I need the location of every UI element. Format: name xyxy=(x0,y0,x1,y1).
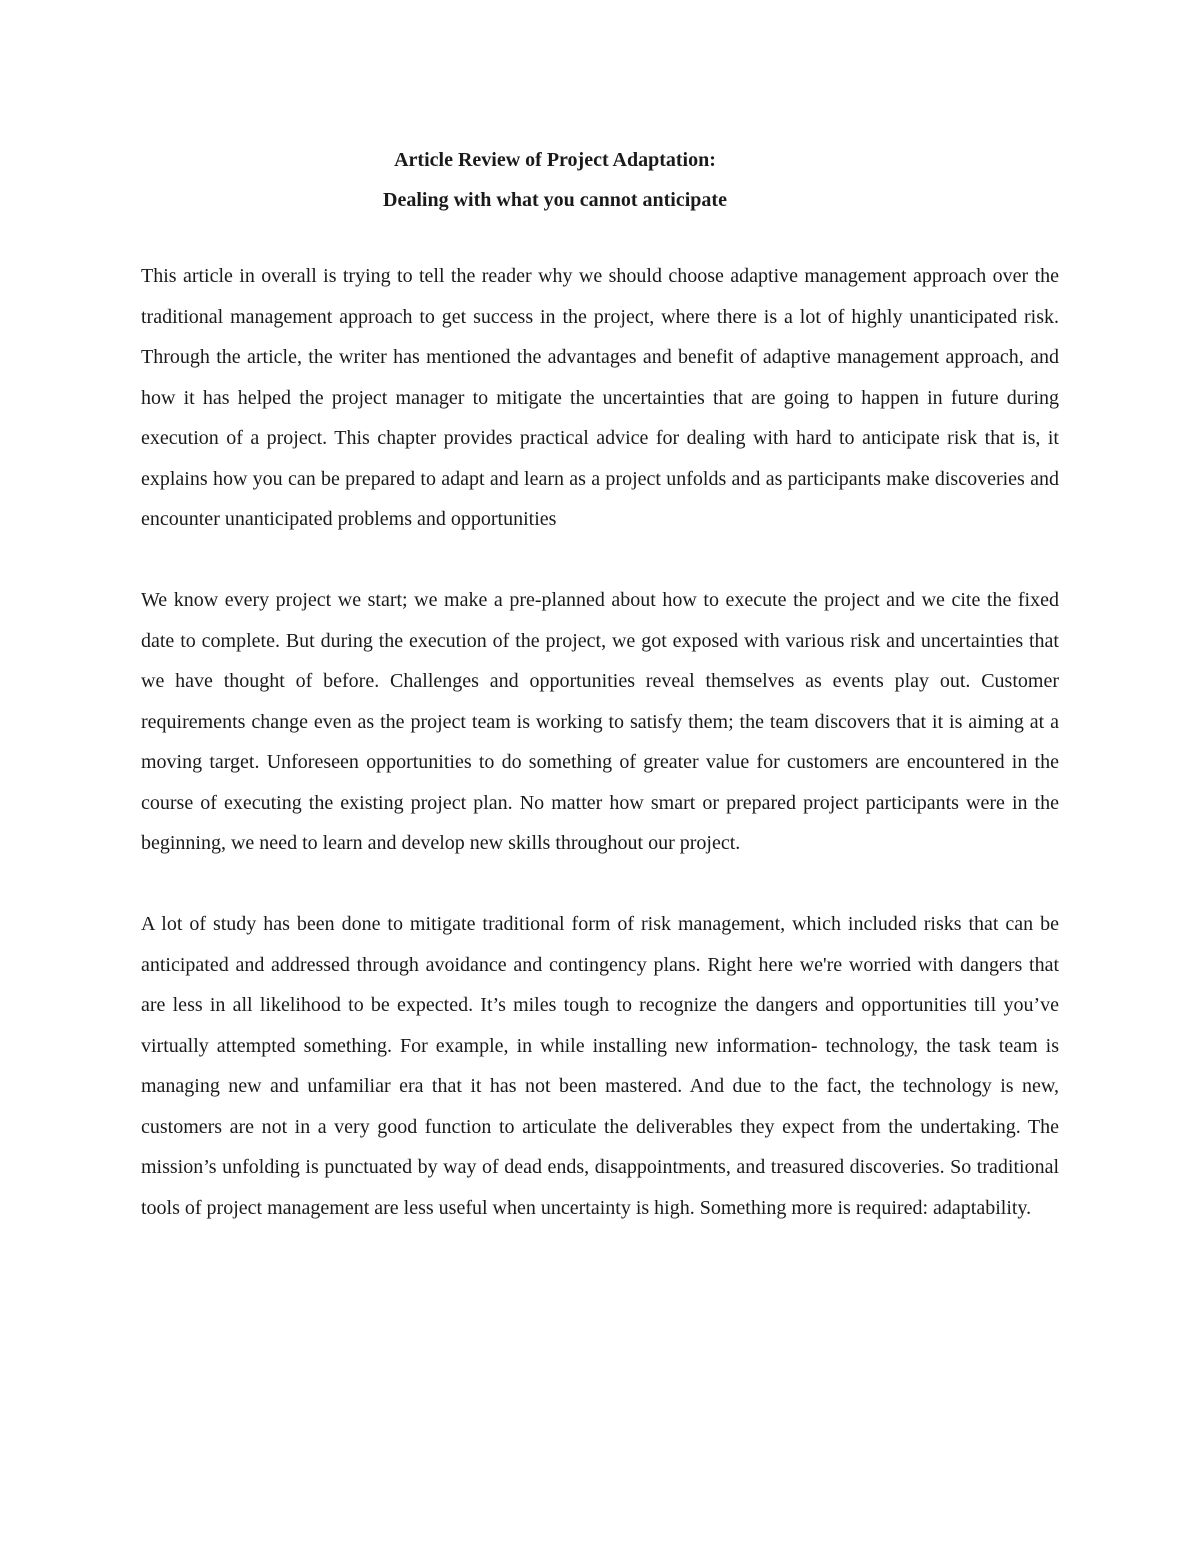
title-line-1: Article Review of Project Adaptation: xyxy=(394,149,716,171)
document-title xyxy=(0,140,1110,220)
paragraph-3: A lot of study has been done to mitigate traditional form of risk management, which included risks that can be anticipated and addressed through avoidance and contingency plans. Right here we're worried with dangers that are less in all likelihood to be expected. It’s miles tough to recognize the dangers and opportunities till you’ve virtually attempted something. For example, in while installing new information- technology, the task team is managing new and unfamiliar era that it has not been mastered. And due to the fact, the technology is new, customers are not in a very good function to articulate the deliverables they expect from the undertaking. The mission’s unfolding is punctuated by way of dead ends, disappointments, and treasured discoveries. So traditional tools of project management are less useful when uncertainty is high. Something more is required: adaptability. xyxy=(141,913,1059,1219)
title-line-2: Dealing with what you cannot anticipate xyxy=(383,189,727,211)
document-body xyxy=(141,256,1059,1269)
paragraph-2: We know every project we start; we make a pre-planned about how to execute the project and we cite the fixed date to complete. But during the execution of the project, we got exposed with various risk and uncertainties that we have thought of before. Challenges and opportunities reveal themselves as events play out. Customer requirements change even as the project team is working to satisfy them; the team discovers that it is aiming at a moving target. Unforeseen opportunities to do something of greater value for customers are encountered in the course of executing the existing project plan. No matter how smart or prepared project participants were in the beginning, we need to learn and develop new skills throughout our project. xyxy=(141,589,1059,854)
paragraph-1: This article in overall is trying to tell the reader why we should choose adaptive management approach over the traditional management approach to get success in the project, where there is a lot of highly unanticipated risk. Through the article, the writer has mentioned the advantages and benefit of adaptive management approach, and how it has helped the project manager to mitigate the uncertainties that are going to happen in future during execution of a project. This chapter provides practical advice for dealing with hard to anticipate risk that is, it explains how you can be prepared to adapt and learn as a project unfolds and as participants make discoveries and encounter unanticipated problems and opportunities xyxy=(141,265,1059,530)
